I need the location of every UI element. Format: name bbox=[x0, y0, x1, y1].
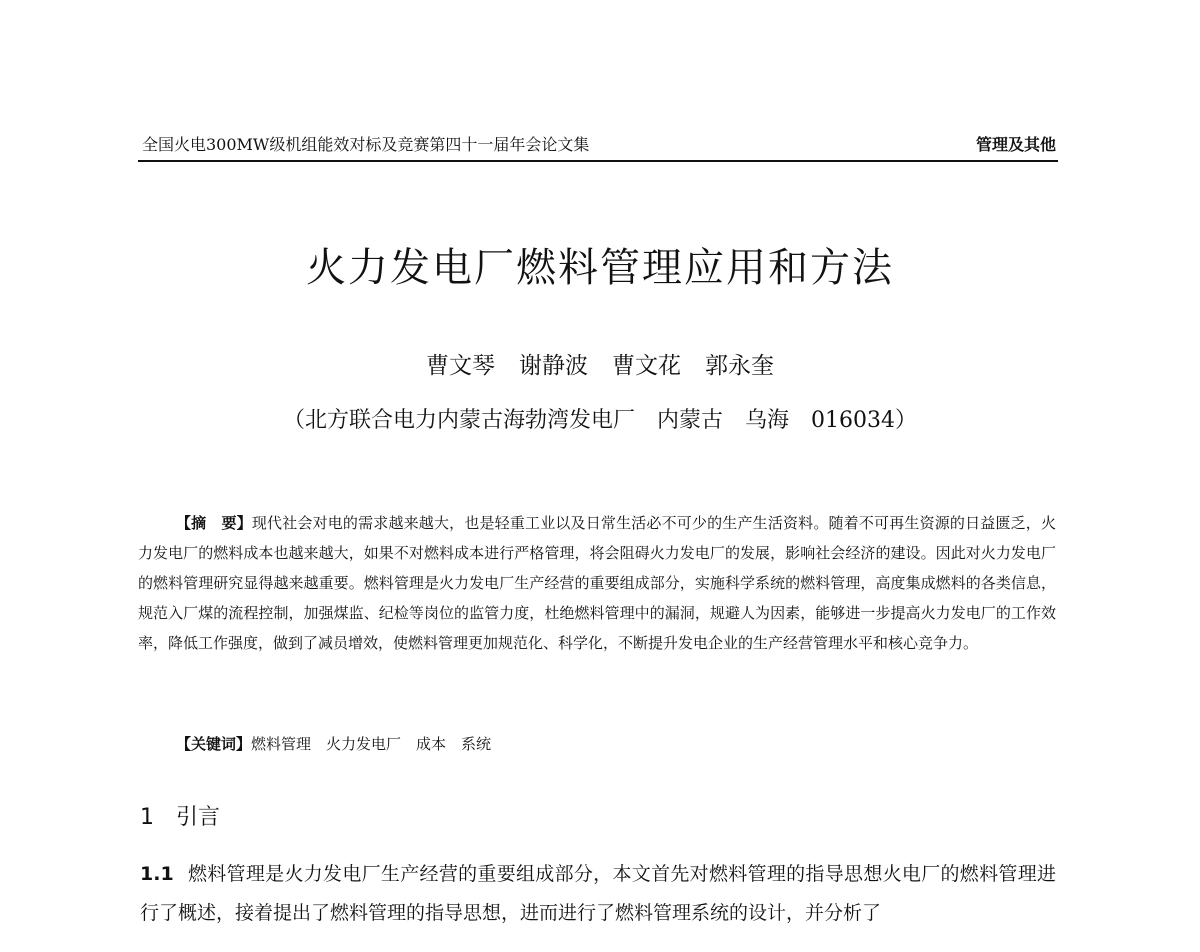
author-name: 曹文花 bbox=[612, 353, 681, 379]
section-heading: 1 引言 bbox=[140, 805, 220, 830]
body-paragraph bbox=[140, 855, 1056, 933]
affiliation: （北方联合电力内蒙古海勃湾发电厂 内蒙古 乌海 016034） bbox=[283, 408, 917, 433]
abstract-text: 现代社会对电的需求越来越大，也是轻重工业以及日常生活必不可少的生产生活资料。随着不可再生资源的日益匮乏，火力发电厂的燃料成本也越来越大，如果不对燃料成本进行严格管理，将会阻碍火力发电厂的发展，影响社会经济的建设。因此对火力发电厂的燃料管理研究显得越来越重要。燃料管理是火力发电厂生产经营的重要组成部分，实施科学系统的燃料管理，高度集成燃料的各类信息，规范入厂煤的流程控制，加强煤监、纪检等岗位的监管力度，杜绝燃料管理中的漏洞，规避人为因素，能够进一步提高火力发电厂的工作效率，降低工作强度，做到了减员增效，使燃料管理更加规范化、科学化，不断提升发电企业的生产经营管理水平和核心竞争力。 bbox=[138, 514, 1056, 652]
author-name: 郭永奎 bbox=[705, 353, 774, 379]
section-label: 管理及其他 bbox=[975, 135, 1056, 154]
paragraph-number: 1.1 bbox=[140, 863, 174, 885]
running-header bbox=[138, 132, 1058, 162]
collection-title: 全国火电300MW级机组能效对标及竞赛第四十一届年会论文集 bbox=[142, 135, 590, 154]
keywords bbox=[176, 729, 1056, 759]
keywords-label: 【关键词】 bbox=[176, 735, 252, 753]
author-list bbox=[0, 350, 1200, 382]
abstract bbox=[138, 508, 1056, 658]
abstract-label: 【摘 要】 bbox=[176, 514, 252, 532]
author-name: 曹文琴 bbox=[426, 353, 495, 379]
keywords-text: 燃料管理 火力发电厂 成本 系统 bbox=[251, 735, 492, 753]
paragraph-text: 燃料管理是火力发电厂生产经营的重要组成部分，本文首先对燃料管理的指导思想火电厂的燃料管理进行了概述，接着提出了燃料管理的指导思想，进而进行了燃料管理系统的设计，并分析了 bbox=[140, 863, 1056, 924]
author-name: 谢静波 bbox=[519, 353, 588, 379]
paper-title: 火力发电厂燃料管理应用和方法 bbox=[306, 245, 894, 291]
